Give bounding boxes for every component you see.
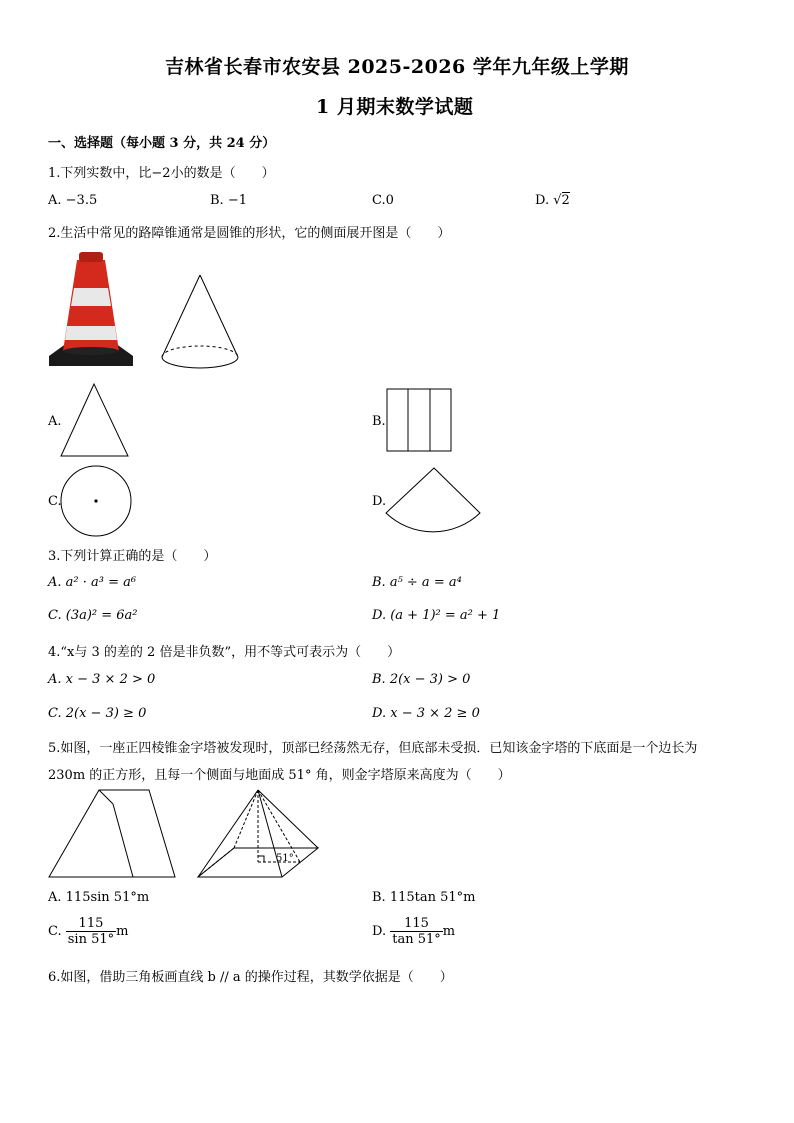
q5-option-b: B. 115tan 51°m (372, 890, 476, 905)
circle-shape (59, 464, 135, 540)
q1-option-c: C.0 (372, 193, 394, 208)
cone-diagram (160, 273, 250, 373)
q5-option-d-label: D. (372, 924, 387, 939)
section-heading: 一、选择题（每小题 3 分，共 24 分） (48, 136, 276, 151)
q5-option-d-numerator: 115 (390, 916, 443, 932)
q3-option-c: C. (3a)² = 6a² (48, 608, 138, 623)
q5-option-c-unit: m (116, 924, 129, 939)
q5-option-a: A. 115sin 51°m (48, 890, 150, 905)
question-2-stem: 2.生活中常见的路障锥通常是圆锥的形状，它的侧面展开图是（ ） (48, 226, 451, 241)
traffic-cone-image (47, 248, 137, 373)
q1-option-a: A. −3.5 (48, 193, 98, 208)
q1-option-d (535, 193, 570, 208)
q2-option-d: D. (372, 494, 387, 509)
q4-option-a: A. x − 3 × 2 > 0 (48, 672, 156, 687)
q3-option-d: D. (a + 1)² = a² + 1 (372, 608, 501, 623)
q5-option-c-numerator: 115 (66, 916, 116, 932)
page-title-line2: 1 月期末数学试题 (316, 96, 474, 118)
q1-option-b: B. −1 (210, 193, 247, 208)
question-5-stem-line1: 5.如图，一座正四棱锥金字塔被发现时，顶部已经荡然无存，但底部未受损．已知该金字塔的下底面是一个边长为 (48, 741, 698, 756)
q5-option-c-denominator: sin 51° (67, 932, 115, 947)
question-3-stem: 3.下列计算正确的是（ ） (48, 549, 217, 564)
q5-option-c-label: C. (48, 924, 62, 939)
q5-option-c-fraction (66, 916, 116, 947)
q2-option-c: C. (48, 494, 62, 509)
angle-label: 51° (276, 853, 294, 864)
q5-option-d-unit: m (442, 924, 456, 939)
q5-option-c (48, 916, 128, 947)
q3-option-b: B. a⁵ ÷ a = a⁴ (372, 575, 462, 590)
q5-option-d (372, 916, 455, 947)
sqrt-symbol: √ (553, 193, 562, 208)
question-5-stem-line2: 230m 的正方形，且每一个侧面与地面成 51° 角，则金字塔原来高度为（ ） (48, 768, 511, 783)
q3-option-a: A. a² · a³ = a⁶ (48, 575, 137, 590)
pyramid-diagram (196, 788, 321, 880)
q2-option-b: B. (372, 414, 386, 429)
q4-option-b: B. 2(x − 3) > 0 (372, 672, 471, 687)
triangle-shape (60, 383, 130, 458)
q5-option-d-denominator: tan 51° (392, 932, 441, 947)
question-1-stem: 1.下列实数中，比−2小的数是（ ） (48, 166, 275, 181)
page-title-line1: 吉林省长春市农安县 2025-2026 学年九年级上学期 (165, 56, 629, 78)
q1-option-d-label: D. (535, 193, 550, 208)
q4-option-c: C. 2(x − 3) ≥ 0 (48, 706, 147, 721)
q2-option-a: A. (48, 414, 62, 429)
rectangle-strips-shape (386, 388, 454, 454)
q4-option-d: D. x − 3 × 2 ≥ 0 (372, 706, 480, 721)
q5-option-d-fraction (390, 916, 443, 947)
question-4-stem: 4.“x与 3 的差的 2 倍是非负数”，用不等式可表示为（ ） (48, 645, 401, 660)
question-6-stem: 6.如图，借助三角板画直线 b // a 的操作过程，其数学依据是（ ） (48, 970, 453, 985)
sector-shape (384, 467, 484, 535)
q1-option-d-radicand: 2 (561, 193, 570, 208)
truncated-pyramid-diagram (47, 788, 177, 880)
